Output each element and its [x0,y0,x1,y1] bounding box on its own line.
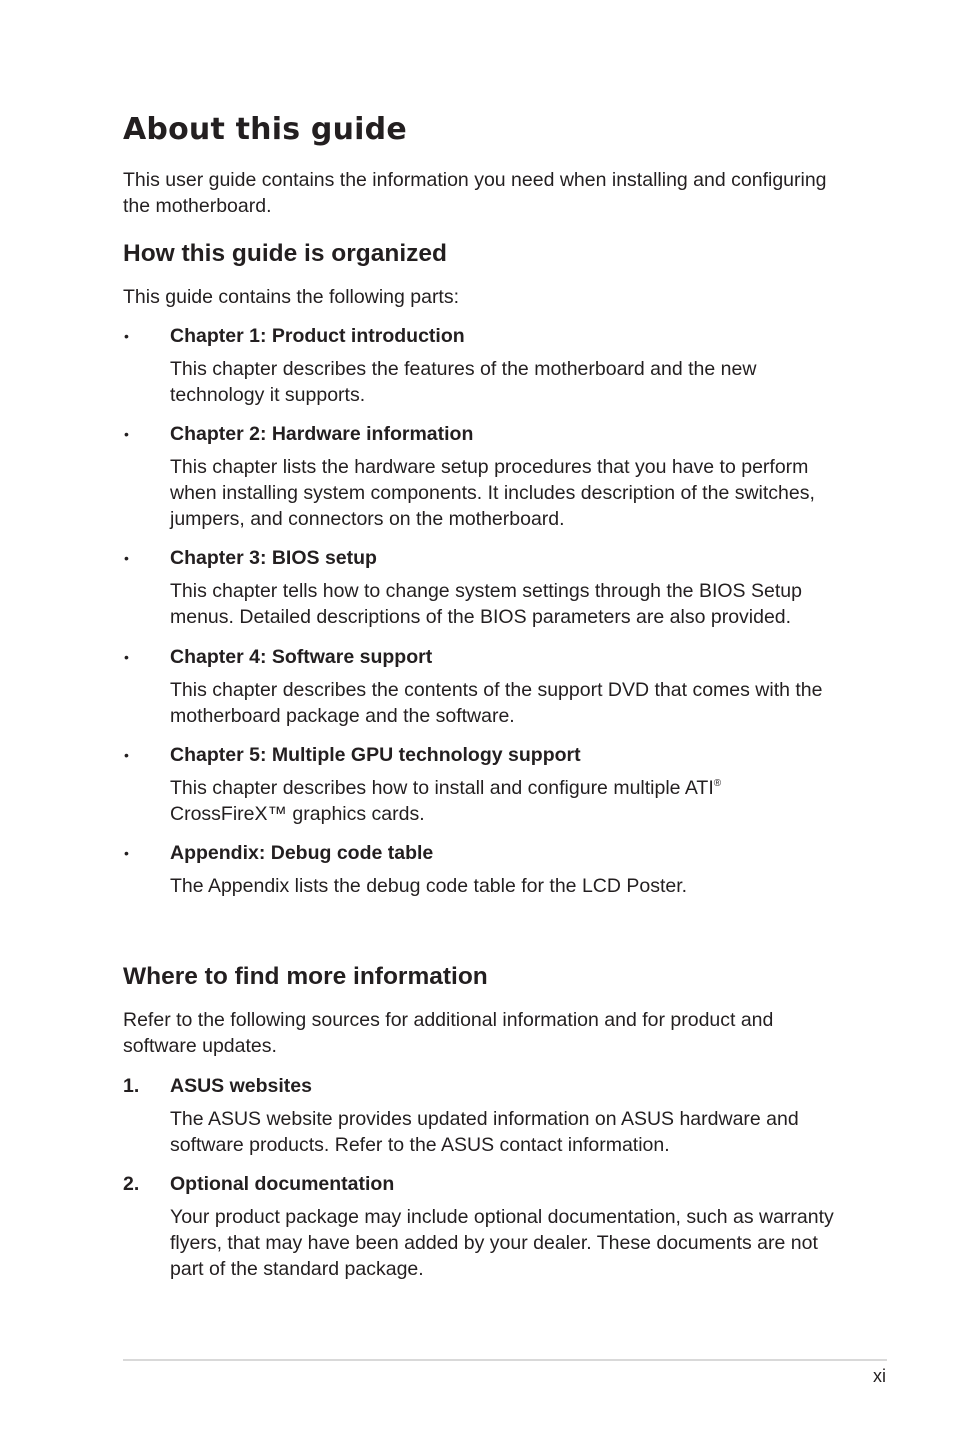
number-marker: 2. [123,1173,140,1195]
list-item-title: Chapter 2: Hardware information [170,423,474,445]
footer-divider [123,1359,887,1361]
bullet-marker: • [124,550,129,566]
page-number: xi [873,1366,886,1386]
registered-mark: ® [713,778,722,789]
list-item-description: This chapter describes the features of the motherboard and the new technology it supports. [170,358,757,406]
more-info-lead: Refer to the following sources for additional information and for product and software updates. [123,1009,774,1057]
bullet-marker: • [124,747,129,763]
list-item-description: The Appendix lists the debug code table for the LCD Poster. [170,875,688,897]
bullet-marker: • [124,845,129,861]
number-marker: 1. [123,1075,140,1097]
list-item-title: Chapter 1: Product introduction [170,325,465,347]
list-item-title: Chapter 5: Multiple GPU technology support [170,744,581,766]
organized-lead: This guide contains the following parts: [123,286,460,308]
list-item-description: This chapter describes the contents of the support DVD that comes with the motherboard package and the software. [170,679,823,727]
page-title: About this guide [123,112,407,147]
list-item-title: Chapter 4: Software support [170,646,433,668]
list-item-title: Optional documentation [170,1173,395,1195]
section-heading-more-info: Where to find more information [123,963,488,990]
list-item-description: The ASUS website provides updated information on ASUS hardware and software products. Refer to the ASUS contact information. [170,1108,799,1156]
intro-paragraph: This user guide contains the information you need when installing and configuring the motherboard. [123,169,827,217]
list-item-description: This chapter lists the hardware setup procedures that you have to perform when installing system components. It includes description of the switches, jumpers, and connectors on the motherboard. [170,456,815,530]
bullet-marker: • [124,426,129,442]
list-item-title: Appendix: Debug code table [170,842,434,864]
list-item-description: Your product package may include optional documentation, such as warranty flyers, that may have been added by your dealer. These documents are not part of the standard package. [170,1206,834,1280]
section-heading-organized: How this guide is organized [123,240,447,267]
list-item-description [170,775,840,827]
description-line-1: This chapter describes how to install and configure multiple ATI [170,777,714,799]
bullet-marker: • [124,328,129,344]
list-item-title: Chapter 3: BIOS setup [170,547,377,569]
description-line-2: CrossFireX™ graphics cards. [170,803,425,825]
list-item-title: ASUS websites [170,1075,312,1097]
bullet-marker: • [124,649,129,665]
list-item-description: This chapter tells how to change system settings through the BIOS Setup menus. Detailed descriptions of the BIOS parameters are also provided. [170,580,802,628]
